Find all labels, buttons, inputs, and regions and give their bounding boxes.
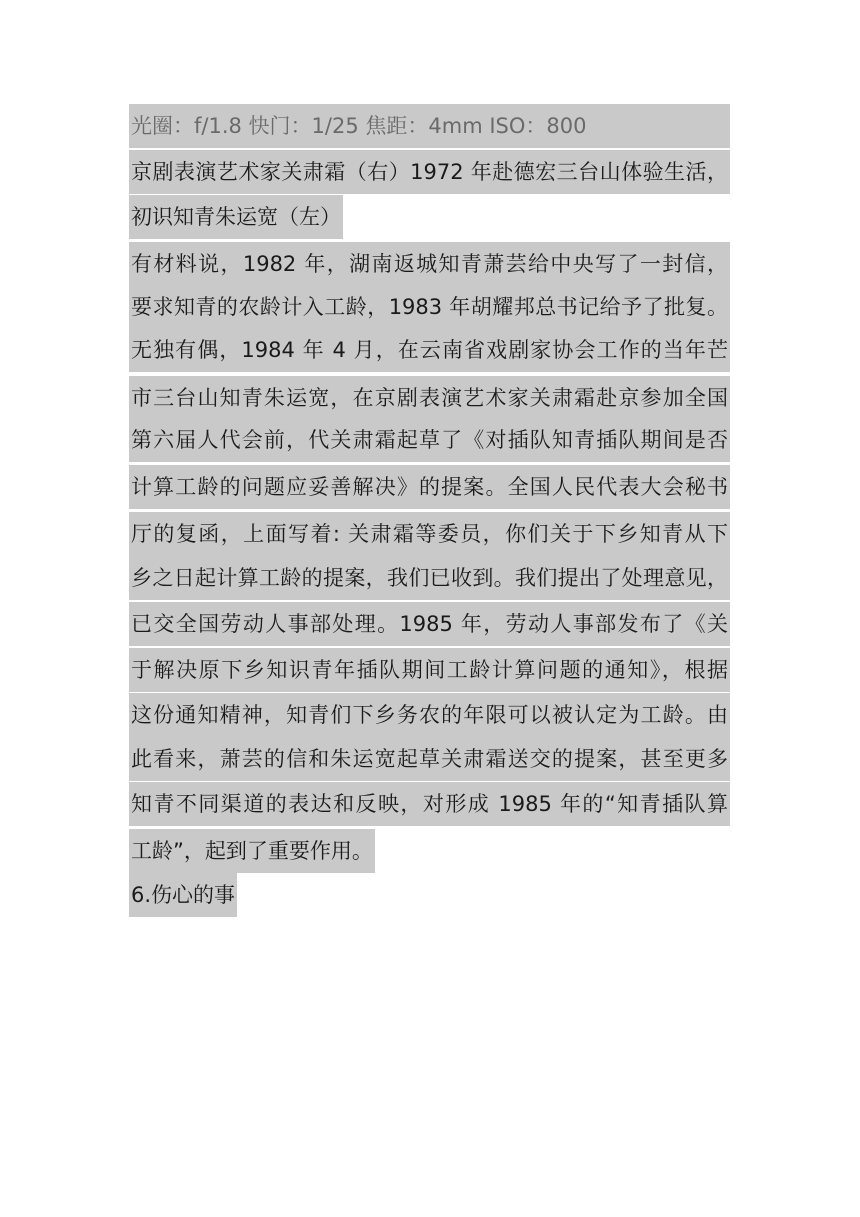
body-text-line: 工龄”，起到了重要作用。: [129, 829, 375, 873]
photo-caption-line: 初识知青朱运宽（左）: [129, 195, 343, 239]
body-text-line: 厅的复函，上面写着: 关肃霜等委员，你们关于下乡知青从下: [129, 512, 730, 556]
body-text-line: 要求知青的农龄计入工龄，1983 年胡耀邦总书记给予了批复。: [129, 285, 730, 329]
photo-exif-meta: 光圈：f/1.8 快门：1/25 焦距：4mm ISO：800: [129, 104, 730, 148]
body-text-line: 已交全国劳动人事部处理。1985 年，劳动人事部发布了《关: [129, 602, 730, 646]
section-heading: 6.伤心的事: [129, 873, 237, 917]
body-text-line: 第六届人代会前，代关肃霜起草了《对插队知青插队期间是否: [129, 418, 730, 462]
body-text-line: 此看来，萧芸的信和朱运宽起草关肃霜送交的提案，甚至更多: [129, 737, 730, 781]
body-text-line: 于解决原下乡知识青年插队期间工龄计算问题的通知》，根据: [129, 648, 730, 692]
body-text-line: 计算工龄的问题应妥善解决》的提案。全国人民代表大会秘书: [129, 465, 730, 509]
body-text-line: 市三台山知青朱运宽，在京剧表演艺术家关肃霜赴京参加全国: [129, 376, 730, 420]
body-text-line: 有材料说，1982 年，湖南返城知青萧芸给中央写了一封信，: [129, 242, 730, 286]
body-text-line: 知青不同渠道的表达和反映，对形成 1985 年的“知青插队算: [129, 782, 730, 826]
body-text-line: 无独有偶，1984 年 4 月，在云南省戏剧家协会工作的当年芒: [129, 328, 730, 372]
body-text-line: 乡之日起计算工龄的提案，我们已收到。我们提出了处理意见，: [129, 556, 730, 600]
body-text-line: 这份通知精神，知青们下乡务农的年限可以被认定为工龄。由: [129, 693, 730, 737]
photo-caption-line: 京剧表演艺术家关肃霜（右）1972 年赴德宏三台山体验生活，: [129, 150, 730, 194]
